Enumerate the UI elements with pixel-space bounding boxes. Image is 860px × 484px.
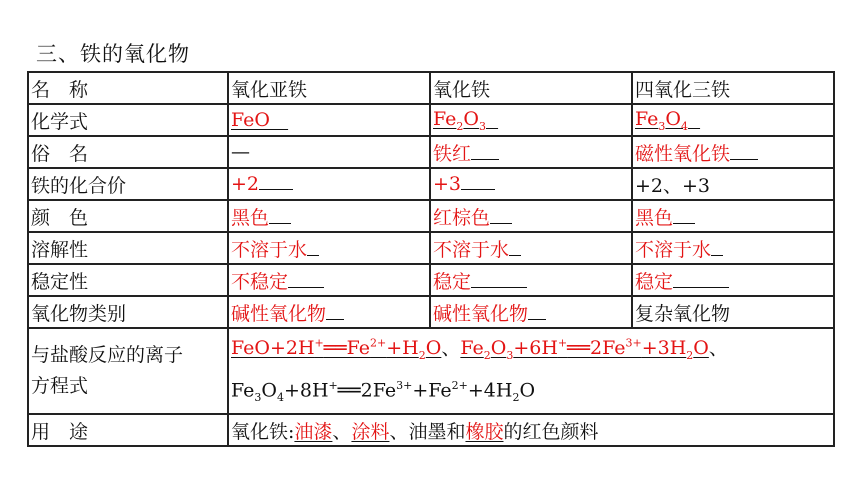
stability-feo: 不稳定 bbox=[228, 264, 430, 296]
table-row bbox=[28, 414, 834, 446]
iron-oxides-table bbox=[27, 71, 835, 447]
section-title: 三、铁的氧化物 bbox=[36, 42, 190, 66]
row-label-formula: 化学式 bbox=[28, 104, 228, 136]
header-label: 名 称 bbox=[28, 72, 228, 104]
table-row bbox=[28, 296, 834, 328]
solubility-feo: 不溶于水 bbox=[228, 232, 430, 264]
table-row bbox=[28, 264, 834, 296]
row-label-category: 氧化物类别 bbox=[28, 296, 228, 328]
category-fe2o3: 碱性氧化物 bbox=[430, 296, 632, 328]
header-fe2o3: 氧化铁 bbox=[430, 72, 632, 104]
category-fe3o4: 复杂氧化物 bbox=[632, 296, 834, 328]
usage-text: 氧化铁:油漆、涂料、油墨和橡胶的红色颜料 bbox=[228, 414, 834, 446]
formula-fe3o4: $Fe_3O_4$ bbox=[632, 104, 834, 136]
solubility-fe2o3: 不溶于水 bbox=[430, 232, 632, 264]
stability-fe2o3: 稳定 bbox=[430, 264, 632, 296]
table-row bbox=[28, 104, 834, 136]
common-name-fe3o4: 磁性氧化铁 bbox=[632, 136, 834, 168]
color-fe2o3: 红棕色 bbox=[430, 200, 632, 232]
color-fe3o4: 黑色 bbox=[632, 200, 834, 232]
common-name-fe2o3: 铁红 bbox=[430, 136, 632, 168]
stability-fe3o4: 稳定 bbox=[632, 264, 834, 296]
category-feo: 碱性氧化物 bbox=[228, 296, 430, 328]
color-feo: 黑色 bbox=[228, 200, 430, 232]
table-row bbox=[28, 72, 834, 104]
table-row bbox=[28, 328, 834, 414]
reaction-label-line2: 方程式 bbox=[31, 375, 89, 398]
table-row bbox=[28, 168, 834, 200]
reaction-equations bbox=[228, 328, 834, 414]
common-name-feo: — bbox=[228, 136, 430, 168]
row-label-stability: 稳定性 bbox=[28, 264, 228, 296]
table-row bbox=[28, 232, 834, 264]
table-row bbox=[28, 200, 834, 232]
row-label-usage: 用 途 bbox=[28, 414, 228, 446]
solubility-fe3o4: 不溶于水 bbox=[632, 232, 834, 264]
row-label-reaction bbox=[28, 328, 228, 414]
reaction-label-line1: 与盐酸反应的离子 bbox=[31, 344, 184, 367]
row-label-common-name: 俗 名 bbox=[28, 136, 228, 168]
header-fe3o4: 四氧化三铁 bbox=[632, 72, 834, 104]
valence-fe3o4: +2、+3 bbox=[632, 168, 834, 200]
row-label-valence: 铁的化合价 bbox=[28, 168, 228, 200]
header-feo: 氧化亚铁 bbox=[228, 72, 430, 104]
valence-feo: +2 bbox=[228, 168, 430, 200]
valence-fe2o3: +3 bbox=[430, 168, 632, 200]
row-label-color: 颜 色 bbox=[28, 200, 228, 232]
formula-feo: FeO bbox=[228, 104, 430, 136]
reaction-line2: $Fe_3O_4+8H^+══2Fe^{3+}+Fe^{2+}+4H_2O$ bbox=[231, 379, 536, 405]
table-row bbox=[28, 136, 834, 168]
row-label-solubility: 溶解性 bbox=[28, 232, 228, 264]
formula-fe2o3: $Fe_2O_3$ bbox=[430, 104, 632, 136]
reaction-line1: $FeO+2H^+══Fe^{2+}+H_2O$、$Fe_2O_3+6H^+══2Fe^{3+}+3H_2O$、 bbox=[231, 337, 728, 363]
